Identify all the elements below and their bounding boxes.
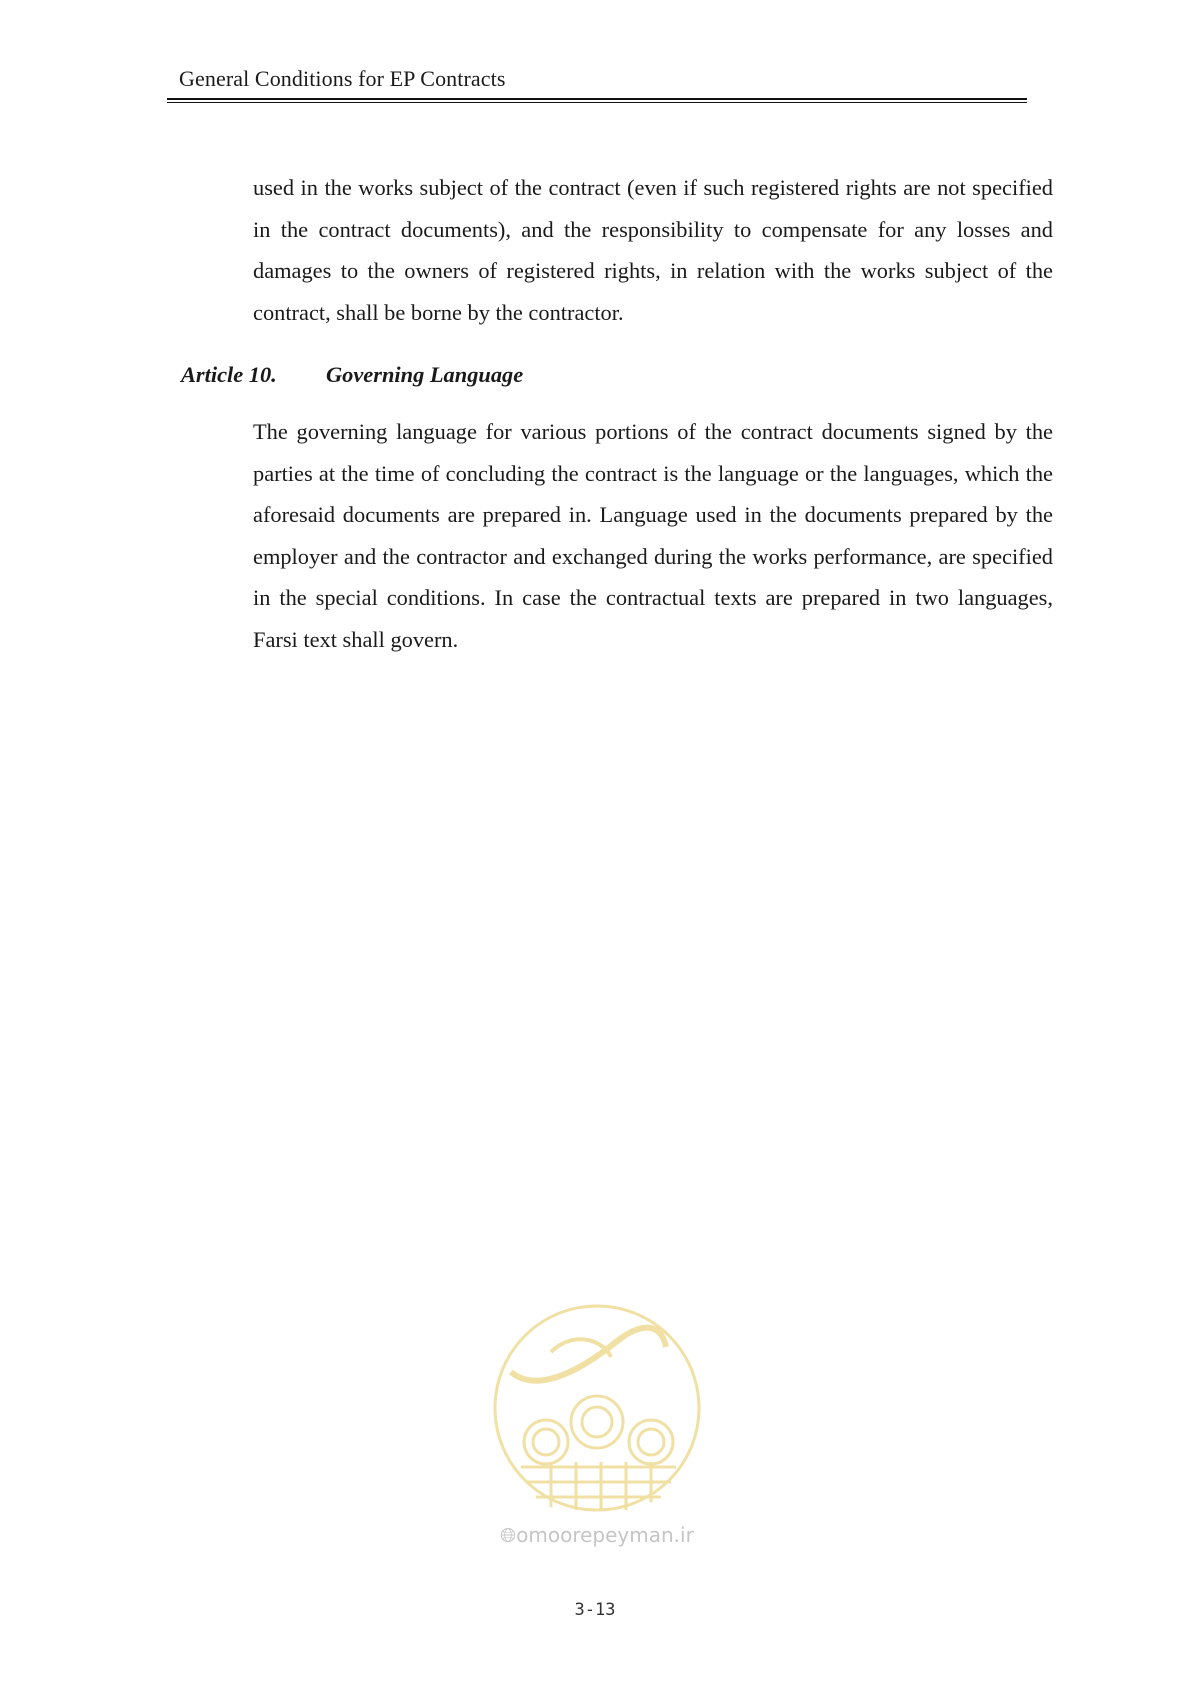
governing-language-paragraph: The governing language for various portions of the contract documents signed by the parties at the time of concluding the contract is the language or the languages, which the aforesaid documents are prepared in. Language used in the documents prepared by the employer and the contractor and exchanged during the works performance, are specified in the special conditions. In case the contractual texts are prepared in two languages, Farsi text shall govern. — [253, 419, 1053, 652]
page-header — [167, 68, 1027, 103]
header-title: General Conditions for EP Contracts — [179, 66, 506, 91]
article-heading — [181, 362, 523, 388]
globe-icon: 🌐︎ — [500, 1523, 517, 1547]
watermark — [487, 1302, 707, 1562]
watermark-text — [487, 1523, 707, 1547]
article-number: Article 10. — [181, 362, 277, 387]
header-rule-thin — [167, 102, 1027, 103]
continuation-paragraph: used in the works subject of the contract (even if such registered rights are not specified in the contract documents), and the responsibility to compensate for any losses and damages to the owners of registered rights, in relation with the works subject of the contract, shall be borne by the contractor. — [253, 175, 1053, 325]
header-rule — [167, 98, 1027, 100]
page-number: 3-13 — [574, 1600, 616, 1620]
article-title: Governing Language — [326, 362, 524, 387]
watermark-logo — [491, 1302, 703, 1514]
watermark-site: omoorepeyman.ir — [516, 1523, 694, 1547]
